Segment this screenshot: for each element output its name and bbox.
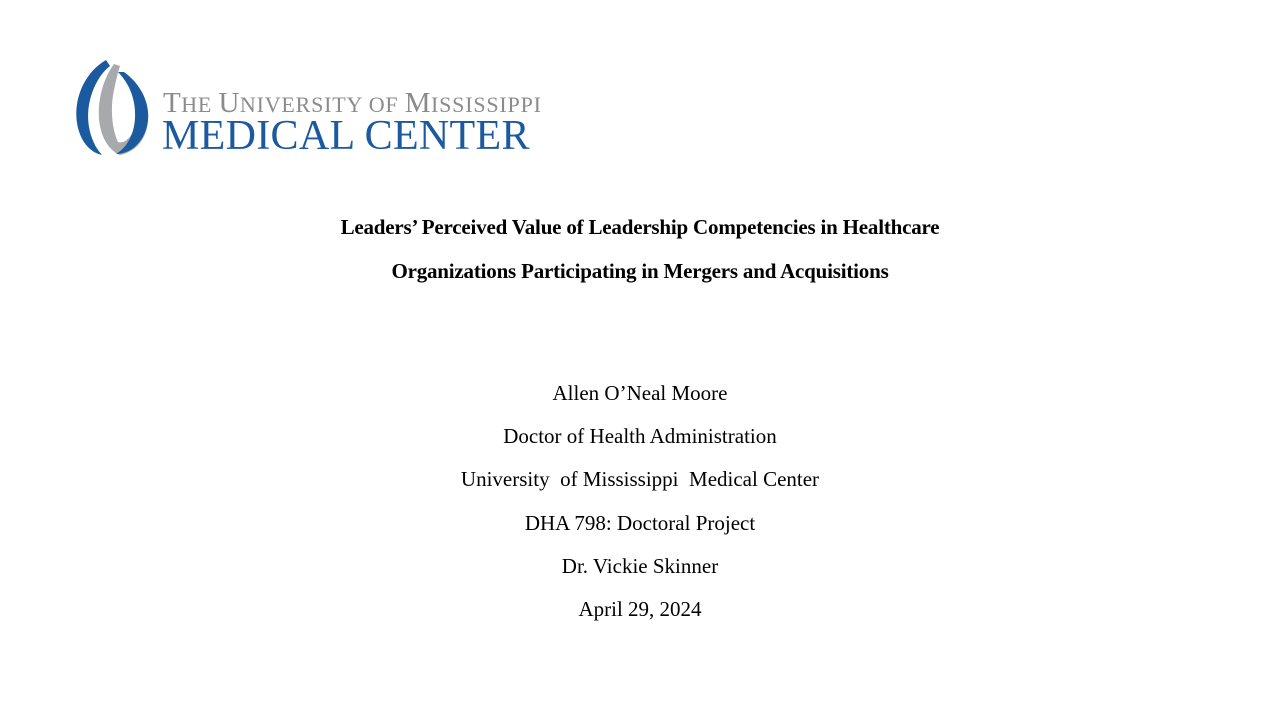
document-title (0, 205, 1280, 293)
course-name: DHA 798: Doctoral Project (524, 510, 756, 535)
author-info (0, 372, 1280, 631)
institution-logo (72, 58, 552, 158)
title-line-1: Leaders’ Perceived Value of Leadership Competencies in Healthcare (340, 215, 940, 239)
logo-text-university: THE UNIVERSITY OF MISSISSIPPI (163, 87, 542, 119)
submission-date: April 29, 2024 (578, 597, 702, 622)
institution-name: University of Mississippi Medical Center (460, 467, 820, 492)
degree-program: Doctor of Health Administration (503, 424, 777, 449)
logo-text-medical-center: MEDICAL CENTER (162, 113, 530, 159)
advisor-name: Dr. Vickie Skinner (561, 553, 719, 578)
title-line-2: Organizations Participating in Mergers and Acquisitions (391, 259, 889, 283)
logo-emblem-icon (72, 58, 152, 158)
author-name: Allen O’Neal Moore (552, 381, 728, 405)
